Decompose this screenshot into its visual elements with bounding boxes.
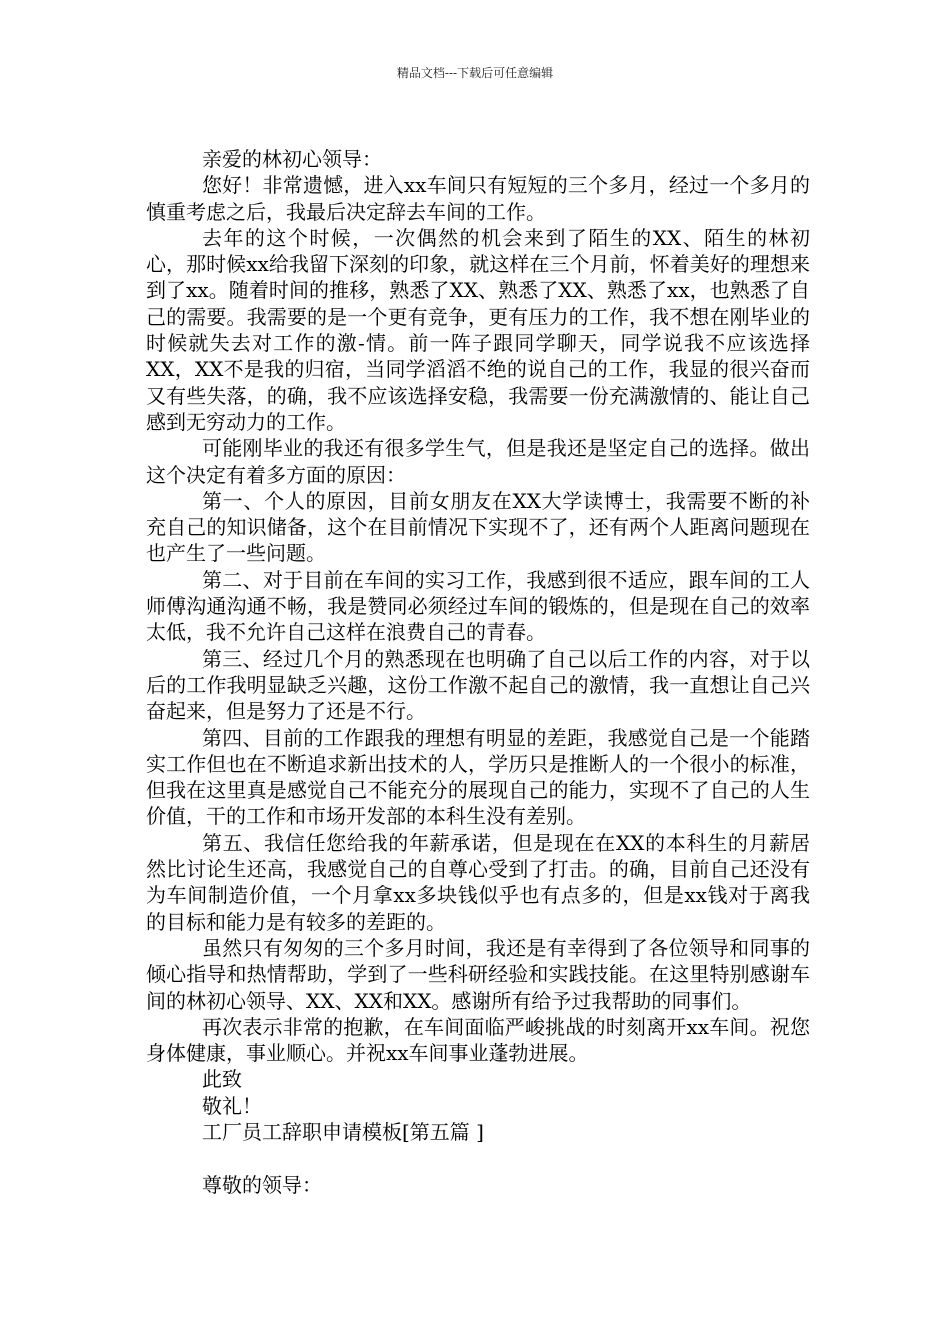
- paragraph-3: 可能刚毕业的我还有很多学生气，但是我还是坚定自己的选择。做出这个决定有着多方面的原因：: [146, 436, 810, 487]
- closing-salute: 敬礼！: [202, 1093, 262, 1118]
- paragraph-7: 第四、目前的工作跟我的理想有明显的差距，我感觉自己是一个能踏实工作但也在不断追求新出技术的人，学历只是推断人的一个很小的标准，但我在这里真是感觉自己不能充分的展现自己的能力，实现不了自己的人生价值，干的工作和市场开发部的本科生没有差别。: [146, 725, 810, 829]
- closing-regards: 此致: [202, 1067, 242, 1092]
- next-template-title: 工厂员工辞职申请模板[第五篇 ]: [202, 1119, 484, 1144]
- paragraph-1: 您好！非常遗憾，进入xx车间只有短短的三个多月，经过一个多月的慎重考虑之后，我最后决定辞去车间的工作。: [146, 173, 810, 224]
- paragraph-6: 第三、经过几个月的熟悉现在也明确了自己以后工作的内容，对于以后的工作我明显缺乏兴趣，这份工作激不起自己的激情，我一直想让自己兴奋起来，但是努力了还是不行。: [146, 646, 810, 724]
- blank-line: [146, 1145, 810, 1171]
- page-header: 精品文档---下载后可任意编辑: [396, 66, 554, 80]
- next-salutation: 尊敬的领导：: [202, 1172, 322, 1197]
- paragraph-2: 去年的这个时候，一次偶然的机会来到了陌生的XX、陌生的林初心，那时候xx给我留下深刻的印象，就这样在三个月前，怀着美好的理想来到了xx。随着时间的推移，熟悉了XX、熟悉了XX、熟悉了xx，也熟悉了自己的需要。我需要的是一个更有竞争，更有压力的工作，我不想在刚毕业的时候就失去对工作的激-情。前一阵子跟同学聊天，同学说我不应该选择XX，XX不是我的归宿，当同学滔滔不绝的说自己的工作，我显的很兴奋而又有些失落，的确，我不应该选择安稳，我需要一份充满激情的、能让自己感到无穷动力的工作。: [146, 225, 810, 434]
- paragraph-4: 第一、个人的原因，目前女朋友在XX大学读博士，我需要不断的补充自己的知识储备，这个在目前情况下实现不了，还有两个人距离问题现在也产生了一些问题。: [146, 488, 810, 566]
- paragraph-9: 虽然只有匆匆的三个多月时间，我还是有幸得到了各位领导和同事的倾心指导和热情帮助，学到了一些科研经验和实践技能。在这里特别感谢车间的林初心领导、XX、XX和XX。感谢所有给予过我帮助的同事们。: [146, 935, 810, 1013]
- salutation: 亲爱的林初心领导：: [202, 147, 382, 171]
- paragraph-5: 第二、对于目前在车间的实习工作，我感到很不适应，跟车间的工人师傅沟通沟通不畅，我是赞同必须经过车间的锻炼的，但是现在自己的效率太低，我不允许自己这样在浪费自己的青春。: [146, 567, 810, 645]
- paragraph-8: 第五、我信任您给我的年薪承诺，但是现在在XX的本科生的月薪居然比讨论生还高，我感觉自己的自尊心受到了打击。的确，目前自己还没有为车间制造价值，一个月拿xx多块钱似乎也有点多的，但是xx钱对于离我的目标和能力是有较多的差距的。: [146, 830, 810, 934]
- paragraph-10: 再次表示非常的抱歉，在车间面临严峻挑战的时刻离开xx车间。祝您身体健康，事业顺心。并祝xx车间事业蓬勃进展。: [146, 1014, 810, 1066]
- letter-body: [146, 146, 810, 1198]
